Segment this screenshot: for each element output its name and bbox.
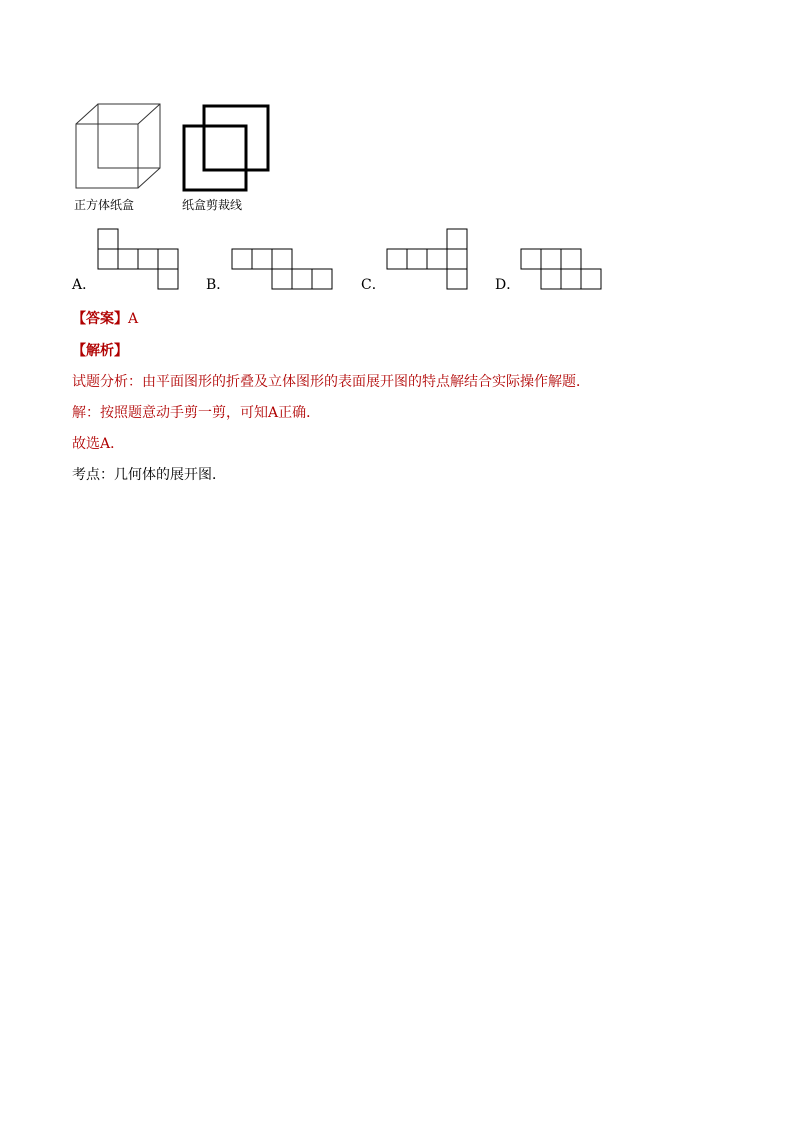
answer-value: A (128, 311, 139, 327)
cut-lines-figure (182, 104, 272, 190)
caption-cut-lines: 纸盒剪裁线 (182, 198, 243, 212)
cube-box-figure (76, 104, 166, 190)
option-b-label: B． (206, 277, 231, 293)
q5-analysis-line-2: 解：按照题意动手剪一剪，可知A正确． (72, 405, 321, 421)
q5-analysis-line-4: 考点：几何体的展开图． (72, 467, 226, 483)
option-d-label: D． (495, 277, 521, 293)
option-a-label: A． (72, 277, 97, 293)
q5-answer (72, 310, 138, 328)
option-c-label: C． (361, 277, 386, 293)
answer-label: 【答案】 (72, 311, 128, 327)
option-a-net (98, 229, 180, 291)
option-d-net (521, 249, 603, 291)
q5-analysis-line-1: 试题分析：由平面图形的折叠及立体图形的表面展开图的特点解结合实际操作解题． (72, 374, 590, 390)
option-c-net (387, 229, 469, 291)
caption-cube-box: 正方体纸盒 (74, 198, 135, 212)
option-b-net (232, 249, 334, 291)
q5-analysis-label: 【解析】 (72, 343, 128, 359)
q5-analysis-line-3: 故选A． (72, 436, 125, 452)
